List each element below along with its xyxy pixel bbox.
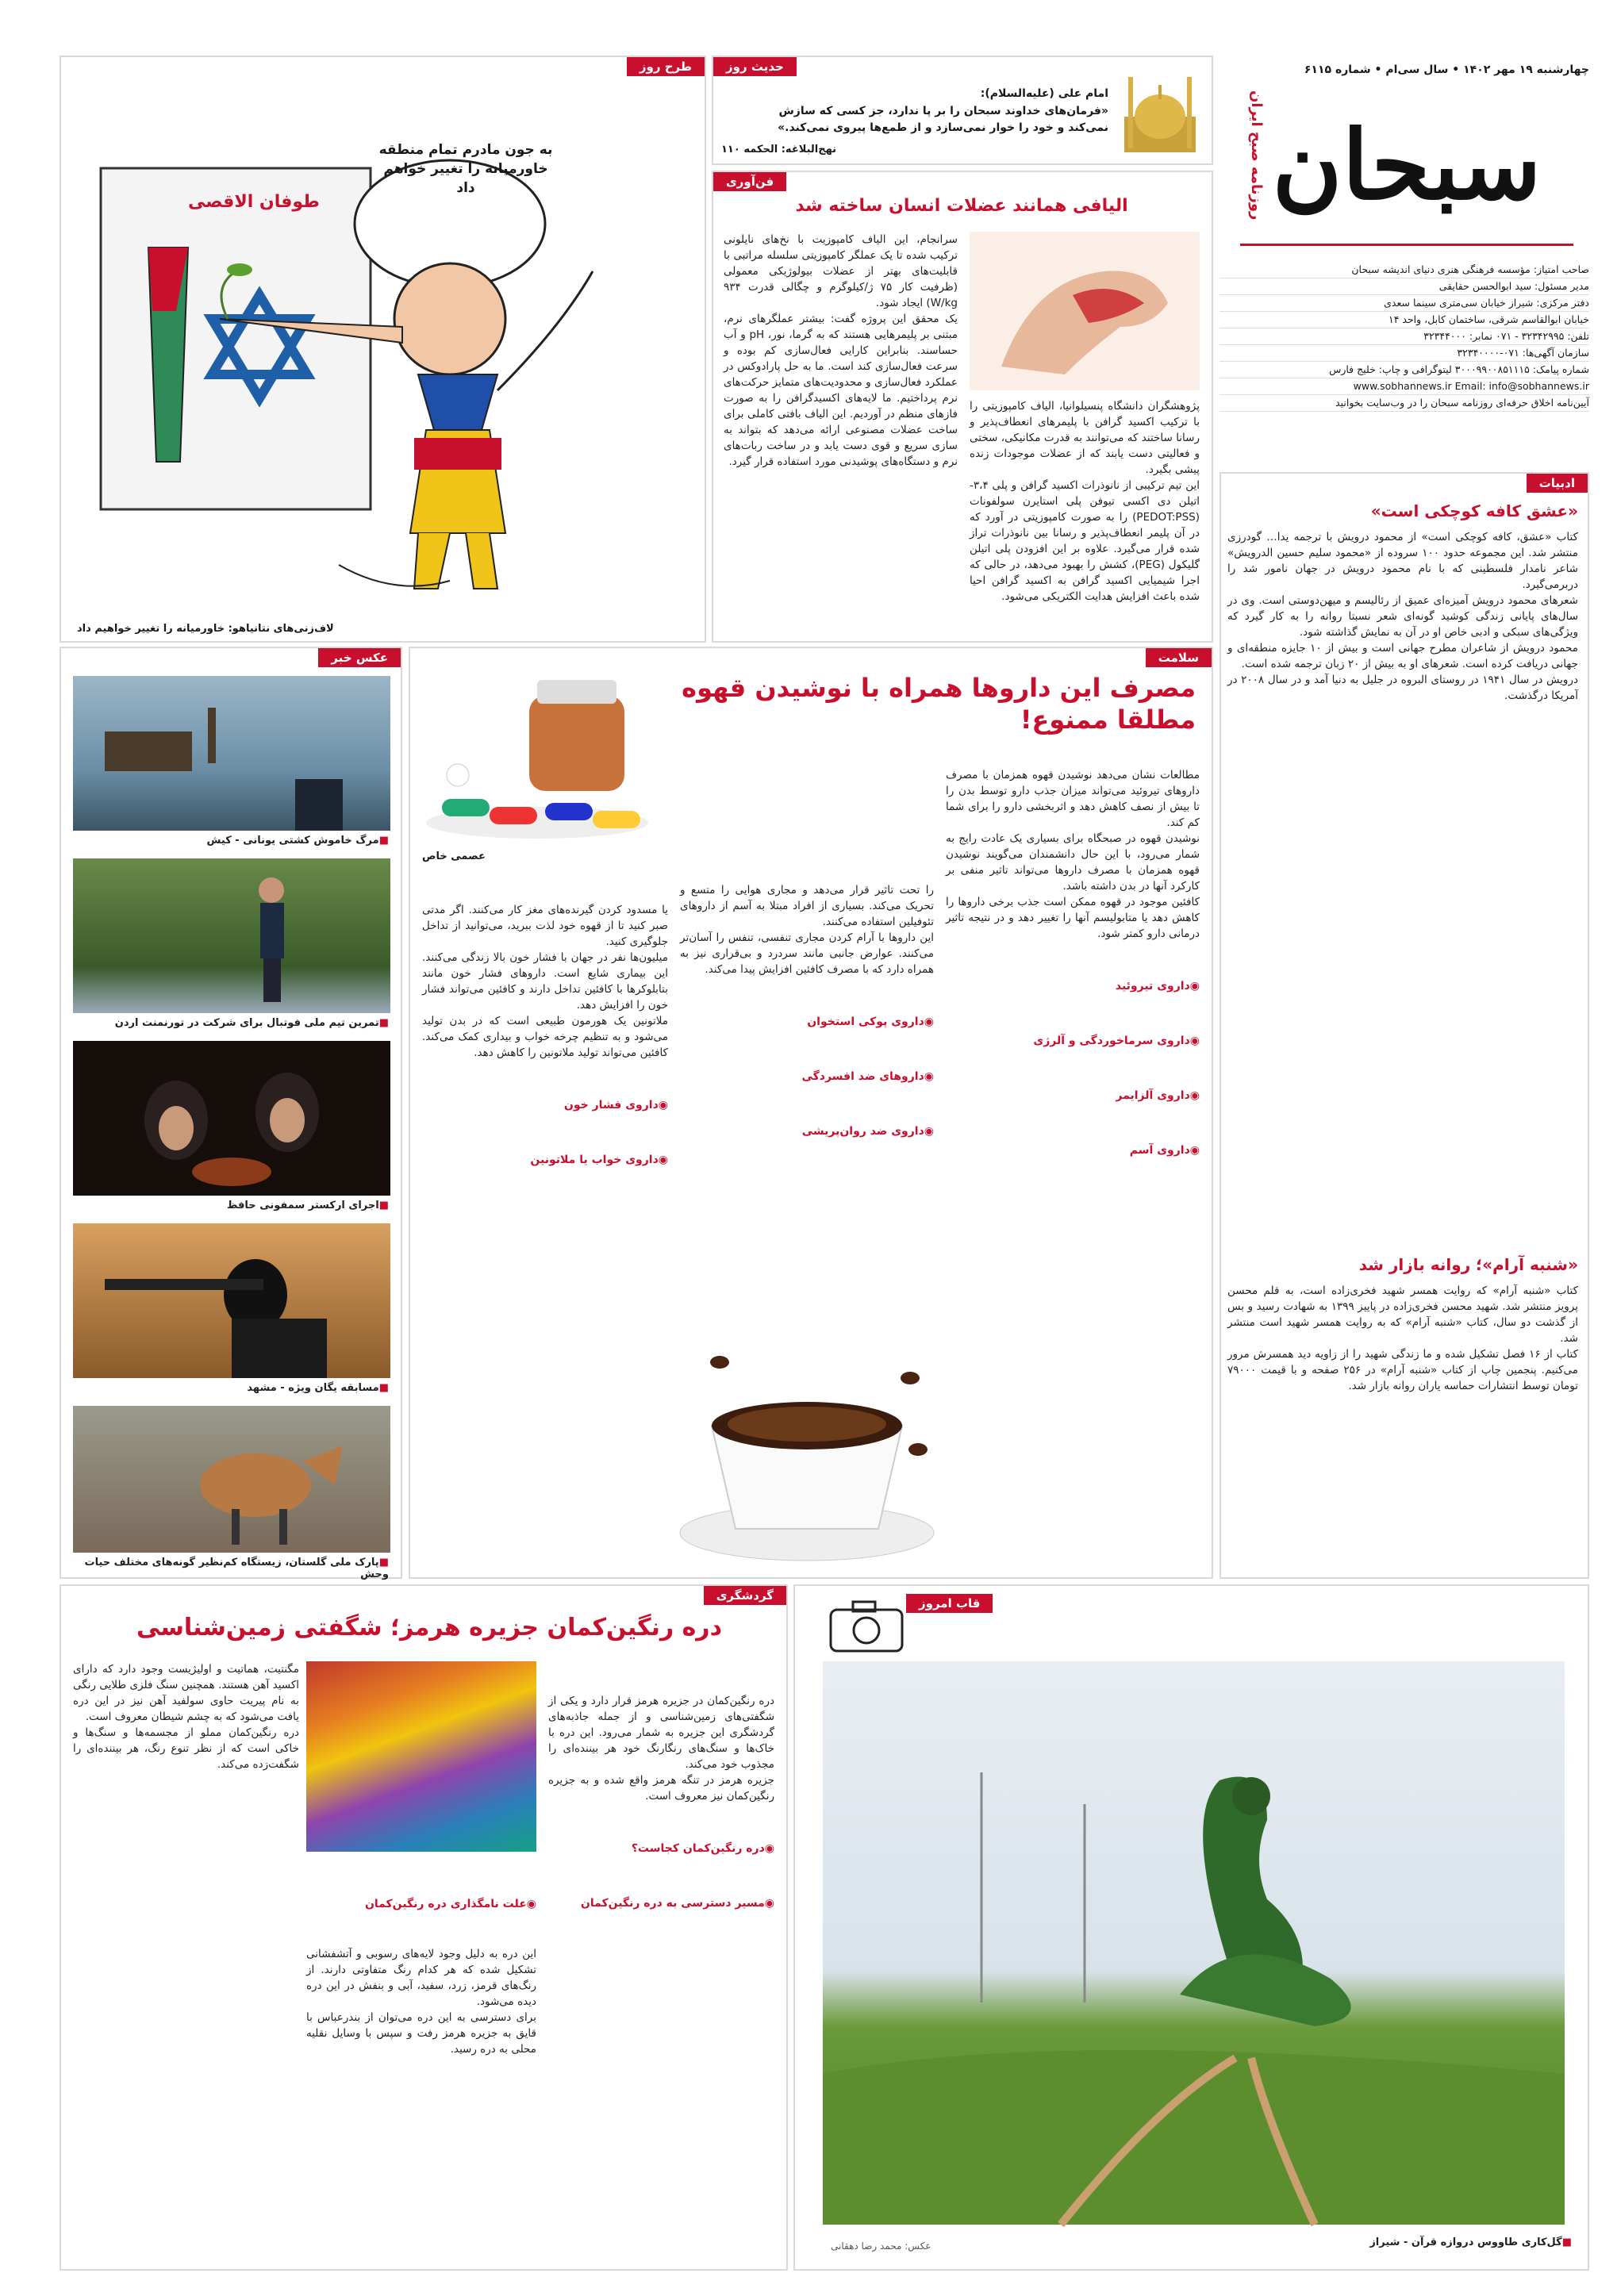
photo-credit: عکس: محمد رضا دهقانی <box>831 2240 931 2252</box>
publisher-info-line: آیین‌نامه اخلاق حرفه‌ای روزنامه سبحان را در وب‌سایت بخوانید <box>1219 395 1589 412</box>
tech-col1: پژوهشگران دانشگاه پنسیلوانیا، الیاف کامپوزیتی را با ترکیب اکسید گرافن با پلیمرهای انعطاف‌پذیر و رسانا ساختند که می‌توانند به قدرت مکانیکی، سختی و فعالیتی دست یابند که از عضلات موجودات زنده پیشی بگیرد. این تیم ترکیبی از نانوذرات اکسید گرافن و پلی ۳،۴-اتیلن دی اکسی تیوفن پلی استایرن سولفونات (PEDOT:PSS) را به صورت کامپوزیتی در آورد که در آن پلیمر انعطاف‌پذیر و رسانا بین نانوذرات تراز شده قرار می‌گیرد. علاوه بر این افزودن پلی اتیلن گلیکول (PEG)، کشش را بهبود می‌دهد، در حالی که اجرا شیمیایی اکسید گرافن به اکسید گرافن احیا شده باعث افزایش هدایت الکتریکی می‌شود. <box>970 400 1200 603</box>
dateline: چهارشنبه ۱۹ مهر ۱۴۰۲ • سال سی‌ام • شماره ۶۱۱۵ <box>1304 63 1589 76</box>
health-sub: ◉ داروی سرماخوردگی و آلرژی <box>946 1033 1200 1049</box>
health-headline: مصرف این داروها همراه با نوشیدن قهوه مطلقا ممنوع! <box>682 673 1196 735</box>
health-author: عصمی خاص <box>422 850 486 862</box>
tech-col2: سرانجام، این الیاف کامپوزیت با نخ‌های نایلونی ترکیب شده تا یک عملگر کامپوزیتی سلسله مراتبی با قابلیت‌های بهتر از عضلات بیولوژیکی معمولی (ظرفیت کار ۷۵ ژ/کیلوگرم و چگالی قدرت ۹۳۴ W/kg) ایجاد شود. یک محقق این پروژه گفت: بیشتر عملگرهای نرم، مبتنی بر پلیمرهایی هستند که به گرما، نور، pH و آب حساسند. بنابراین کارایی فعال‌سازی کم بوده و سرعت فعال‌سازی کند است. ما به حل پارادوکس در عملکرد فعال‌سازی و محدودیت‌های متمایز حرکت‌های نرم پرداختیم. ما لایه‌های اکسیدگرافن را به صورت فازهای منظم در آوردیم. این الیاف بافتی کاملی برای ساخت عضلات مصنوعی ارائه می‌دهد که بتواند به سازی سریع و قوی دست یابد و در ساخت ربات‌های نرم و دستگاه‌های پوشیدنی مورد استفاده قرار گیرد. <box>724 233 958 468</box>
publisher-info <box>1219 262 1589 412</box>
publisher-info-line: خیابان ابوالقاسم شرقی، ساختمان کابل، واحد ۱۴ <box>1219 312 1589 328</box>
tourism-tag: گردشگری <box>704 1586 786 1605</box>
cartoon-tag: طرح روز <box>627 57 705 76</box>
photo-news-section <box>60 647 402 1579</box>
photo-fox <box>73 1406 390 1553</box>
health-sub: ◉ داروی آسم <box>946 1142 1200 1158</box>
tourism-sub: ◉ دره رنگین‌کمان کجاست؟ <box>548 1841 774 1856</box>
cartoon-caption: لاف‌زنی‌های نتانیاهو: خاورمیانه را تغییر خواهیم داد <box>77 623 334 635</box>
health-col1: مطالعات نشان می‌دهد نوشیدن قهوه همزمان با مصرف داروهای تیروئید می‌تواند میزان جذب دارو توسط بدن را تا بیش از نصف کاهش دهد و اثربخشی دارو را برای شما کم کند. نوشیدن قهوه در صبحگاه برای بسیاری یک عادت رایج به شمار می‌رود، با این حال دانشمندان می‌گویند نوشیدن قهوه همزمان با مصرف داروها می‌تواند تاثیر منفی بر کارکرد آنها در بدن داشته باشد. کافئین موجود در قهوه ممکن است جذب برخی داروها را کاهش دهد یا متابولیسم آنها را تغییر دهد و در نتیجه تاثیر درمانی دارو کمتر شود. ◉ داروی تیروئید ◉ داروی سرماخوردگی و آلرژی ◉ داروی آلزایمر ◉ داروی آسم <box>946 735 1200 1568</box>
lit-headline-1: «عشق کافه کوچکی است» <box>1370 501 1578 520</box>
hadith-section <box>712 56 1213 165</box>
coffee-image <box>672 1330 942 1568</box>
tech-section <box>712 171 1213 643</box>
health-sub: ◉ داروهای ضد افسردگی <box>680 1069 934 1085</box>
tourism-col2: ◉ علت نامگذاری دره رنگین‌کمان این دره به دلیل وجود لایه‌های رسوبی و آتشفشانی تشکیل شده که هر کدام رنگ متفاوتی دارند. از رنگ‌های قرمز، زرد، سفید، آبی و بنفش در این دره دیده می‌شود. برای دسترسی به این دره می‌توان از بندرعباس با قایق به جزیره هرمز رفت و سپس با وسایل نقلیه محلی به دره رسید. <box>306 1860 536 2260</box>
tourism-sub: ◉ علت نامگذاری دره رنگین‌کمان <box>306 1896 536 1912</box>
muscle-image <box>970 232 1200 390</box>
health-tag: سلامت <box>1146 648 1212 667</box>
photo-caption: ■ پارک ملی گلستان، زیستگاه کم‌نظیر گونه‌های مختلف حیات وحش <box>61 1557 389 1580</box>
publisher-info-line: مدیر مسئول: سید ابوالحسن حقایقی <box>1219 278 1589 295</box>
tourism-section <box>60 1584 788 2271</box>
lit-body-2: کتاب «شنبه آرام» که روایت همسر شهید فخری‌زاده است، به قلم محسن پرویز منتشر شد. شهید محسن فخری‌زاده در پاییز ۱۳۹۹ به شهادت رسید و بس از گذشت دو سال، کتاب «شنبه آرام» که به روایت همسر شهید است منتشر شد. کتاب از ۱۶ فصل تشکیل شده و ما زندگی شهید را از زاویه دید همسرش مرور می‌کنیم. پنجمین چاپ از کتاب «شنبه آرام» در ۲۵۶ صفحه و با قیمت ۷۹۰۰۰ تومان توسط انتشارات حماسه یاران روانه بازار شد. <box>1227 1284 1579 1392</box>
photo-of-day-section <box>793 1584 1589 2271</box>
photo-shipwreck <box>73 676 390 831</box>
tourism-sub: ◉ مسیر دسترسی به دره رنگین‌کمان <box>548 1895 774 1911</box>
camera-icon <box>823 1594 910 1657</box>
sign-text: طوفان الاقصی <box>188 192 320 212</box>
speech-bubble: به جون مادرم تمام منطقه خاورمیانه را تغییر خواهم داد <box>378 142 553 196</box>
photo-caption: ■ مرگ خاموش کشتی یونانی - کیش <box>207 835 389 847</box>
hadith-source: نهج‌البلاغه: الحکمه ۱۱۰ <box>721 144 837 155</box>
newspaper-logo: سبحان روزنامه صبح ایران <box>1240 87 1573 246</box>
pills-image <box>418 672 656 847</box>
health-sub: ◉ داروی ضد روان‌پریشی <box>680 1123 934 1139</box>
shrine-image <box>1116 69 1204 156</box>
publisher-info-line: دفتر مرکزی: شیراز خیابان سی‌متری سینما سعدی <box>1219 295 1589 312</box>
hadith-tag: حدیث روز <box>713 57 797 76</box>
photo-day-caption: ■ گل‌کاری طاووس دروازه قرآن - شیراز <box>1369 2236 1572 2248</box>
cartoon-section <box>60 56 706 643</box>
photo-orchestra <box>73 1041 390 1196</box>
photo-caption: ■ اجرای ارکستر سمفونی حافظ <box>227 1200 389 1211</box>
photo-caption: ■ تمرین تیم ملی فوتبال برای شرکت در تورنمنت اردن <box>115 1017 389 1029</box>
tourism-headline: دره رنگین‌کمان جزیره هرمز؛ شگفتی زمین‌شناسی <box>136 1614 722 1641</box>
publisher-info-line: سازمان آگهی‌ها: ۰۷۱-۳۲۳۴۰۰۰۰ <box>1219 345 1589 362</box>
publisher-info-line: تلفن: ۳۲۳۴۲۹۹۵ - ۰۷۱ نمابر: ۳۲۳۴۴۰۰۰ <box>1219 328 1589 345</box>
literature-tag: ادبیات <box>1527 474 1588 493</box>
health-sub: ◉ داروی فشار خون <box>422 1097 668 1113</box>
health-sub: ◉ داروی تیروئید <box>946 978 1200 994</box>
tourism-col1: دره رنگین‌کمان در جزیره هرمز قرار دارد و یکی از شگفتی‌های زمین‌شناسی و از جمله جاذبه‌های گردشگری این جزیره به شمار می‌رود. این دره با خاک‌ها و سنگ‌های رنگارنگ خود هر بیننده‌ای را مجذوب خود می‌کند. جزیره هرمز در تنگه هرمز واقع شده و به جزیره رنگین‌کمان نیز معروف است. ◉ دره رنگین‌کمان کجاست؟ ◉ مسیر دسترسی به دره رنگین‌کمان <box>548 1661 774 2260</box>
hadith-quote: «فرمان‌های خداوند سبحان را بر پا ندارد، جز کسی که سازش نمی‌کند و خود را خوار نمی‌سازد و از طمع‌ها پیروی نمی‌کند.» <box>778 105 1108 134</box>
lit-headline-2: «شنبه آرام»؛ روانه بازار شد <box>1358 1255 1578 1274</box>
health-section <box>409 647 1213 1579</box>
health-sub: ◉ داروی آلزایمر <box>946 1088 1200 1104</box>
photo-football <box>73 858 390 1013</box>
health-sub: ◉ داروی خواب یا ملاتونین <box>422 1152 668 1168</box>
masthead <box>1219 56 1589 468</box>
tourism-col3: مگنتیت، هماتیت و اولیژیست وجود دارد که دارای اکسید آهن هستند. همچنین سنگ فلزی طلایی رنگی به نام پیریت حاوی سولفید آهن نیز در این دره یافت می‌شود که به چشم شیطان معروف است. دره رنگین‌کمان مملو از مجسمه‌ها و سنگ‌ها و خاکی است که از نظر تنوع رنگ، هر بیننده‌ای را شگفت‌زده می‌کند. <box>73 1663 299 1771</box>
photo-caption: ■ مسابقه یگان ویژه - مشهد <box>247 1382 389 1394</box>
tech-headline: الیافی همانند عضلات انسان ساخته شد <box>795 196 1128 216</box>
rainbow-valley-image <box>306 1661 536 1852</box>
hadith-author: امام علی (علیه‌السلام): <box>980 87 1108 100</box>
tagline: روزنامه صبح ایران <box>1248 90 1265 220</box>
publisher-info-line: شماره پیامک: ۳۰۰۰۹۹۰۰۸۵۱۱۱۵ لیتوگرافی و چاپ: خلیج فارس <box>1219 362 1589 378</box>
photo-news-tag: عکس خبر <box>318 648 401 667</box>
photo-day-tag: قاب امروز <box>906 1594 993 1613</box>
publisher-info-line: www.sobhannews.ir Email: info@sobhannews.ir <box>1219 378 1589 395</box>
publisher-info-line: صاحب امتیاز: مؤسسه فرهنگی هنری دنیای اندیشه سبحان <box>1219 262 1589 278</box>
health-col2: را تحت تاثیر قرار می‌دهد و مجاری هوایی را متسع و تحریک می‌کند. بسیاری از افراد مبتلا به آسم از داروهای تئوفیلین استفاده می‌کنند. این داروها با آرام کردن مجاری تنفسی، تنفس را آسان‌تر می‌کنند. عوارض جانبی مانند سردرد و بی‌قراری نیز به همراه دارد که با مصرف کافئین افزایش پیدا می‌کند. ◉ داروی پوکی استخوان ◉ داروهای ضد افسردگی ◉ داروی ضد روان‌پریشی <box>680 850 934 1327</box>
health-sub: ◉ داروی پوکی استخوان <box>680 1014 934 1030</box>
lit-body-1: کتاب «عشق، کافه کوچکی است» از محمود درویش با ترجمه یدا… گودرزی منتشر شد. این مجموعه حدود ۱۰۰ سروده از «محمود سلیم حسین الدرویش» شاعر نامدار فلسطینی که با نام محمود درویش در جهان نامور شد را دربرمی‌گیرد. شعرهای محمود درویش آمیزه‌ای عمیق از رئالیسم و میهن‌دوستی است. وی در سال‌های پایانی زندگی کوشید گونه‌ای شعر نسبتا روانه را به کار گیرد که ویژگی‌های سبکی و ادبی خاص او در آن به نمایش گذاشته شود. محمود درویش از شاعران مطرح جهانی است و بیش از ۱۰ جایزه منطقه‌ای و جهانی دریافت کرده است. شعرهای او به بیش از ۲۰ زبان ترجمه شده است. درویش در سال ۱۹۴۱ در روستای البروه در جلیل به دنیا آمد و در سال ۲۰۰۸ در آمریکا درگذشت. <box>1227 531 1579 702</box>
peacock-photo <box>823 1661 1565 2225</box>
health-col3: یا مسدود کردن گیرنده‌های مغز کار می‌کنند. اگر مدتی صبر کنید تا از قهوه خود لذت ببرید، می‌توانید از تداخل جلوگیری کنید. میلیون‌ها نفر در جهان با فشار خون بالا زندگی می‌کنند. این بیماری شایع است. داروهای فشار خون مانند بتابلوکرها با کافئین تداخل دارند و کافئین می‌تواند فشار خون را افزایش دهد. ملاتونین یک هورمون طبیعی است که در بدن تولید می‌شود و به تنظیم چرخه خواب و بیداری کمک می‌کند. کافئین می‌تواند تولید ملاتونین را کاهش دهد. ◉ داروی فشار خون ◉ داروی خواب یا ملاتونین <box>422 870 668 1568</box>
tech-tag: فن‌آوری <box>713 172 786 191</box>
literature-section <box>1219 472 1589 1579</box>
photo-special-forces <box>73 1223 390 1378</box>
